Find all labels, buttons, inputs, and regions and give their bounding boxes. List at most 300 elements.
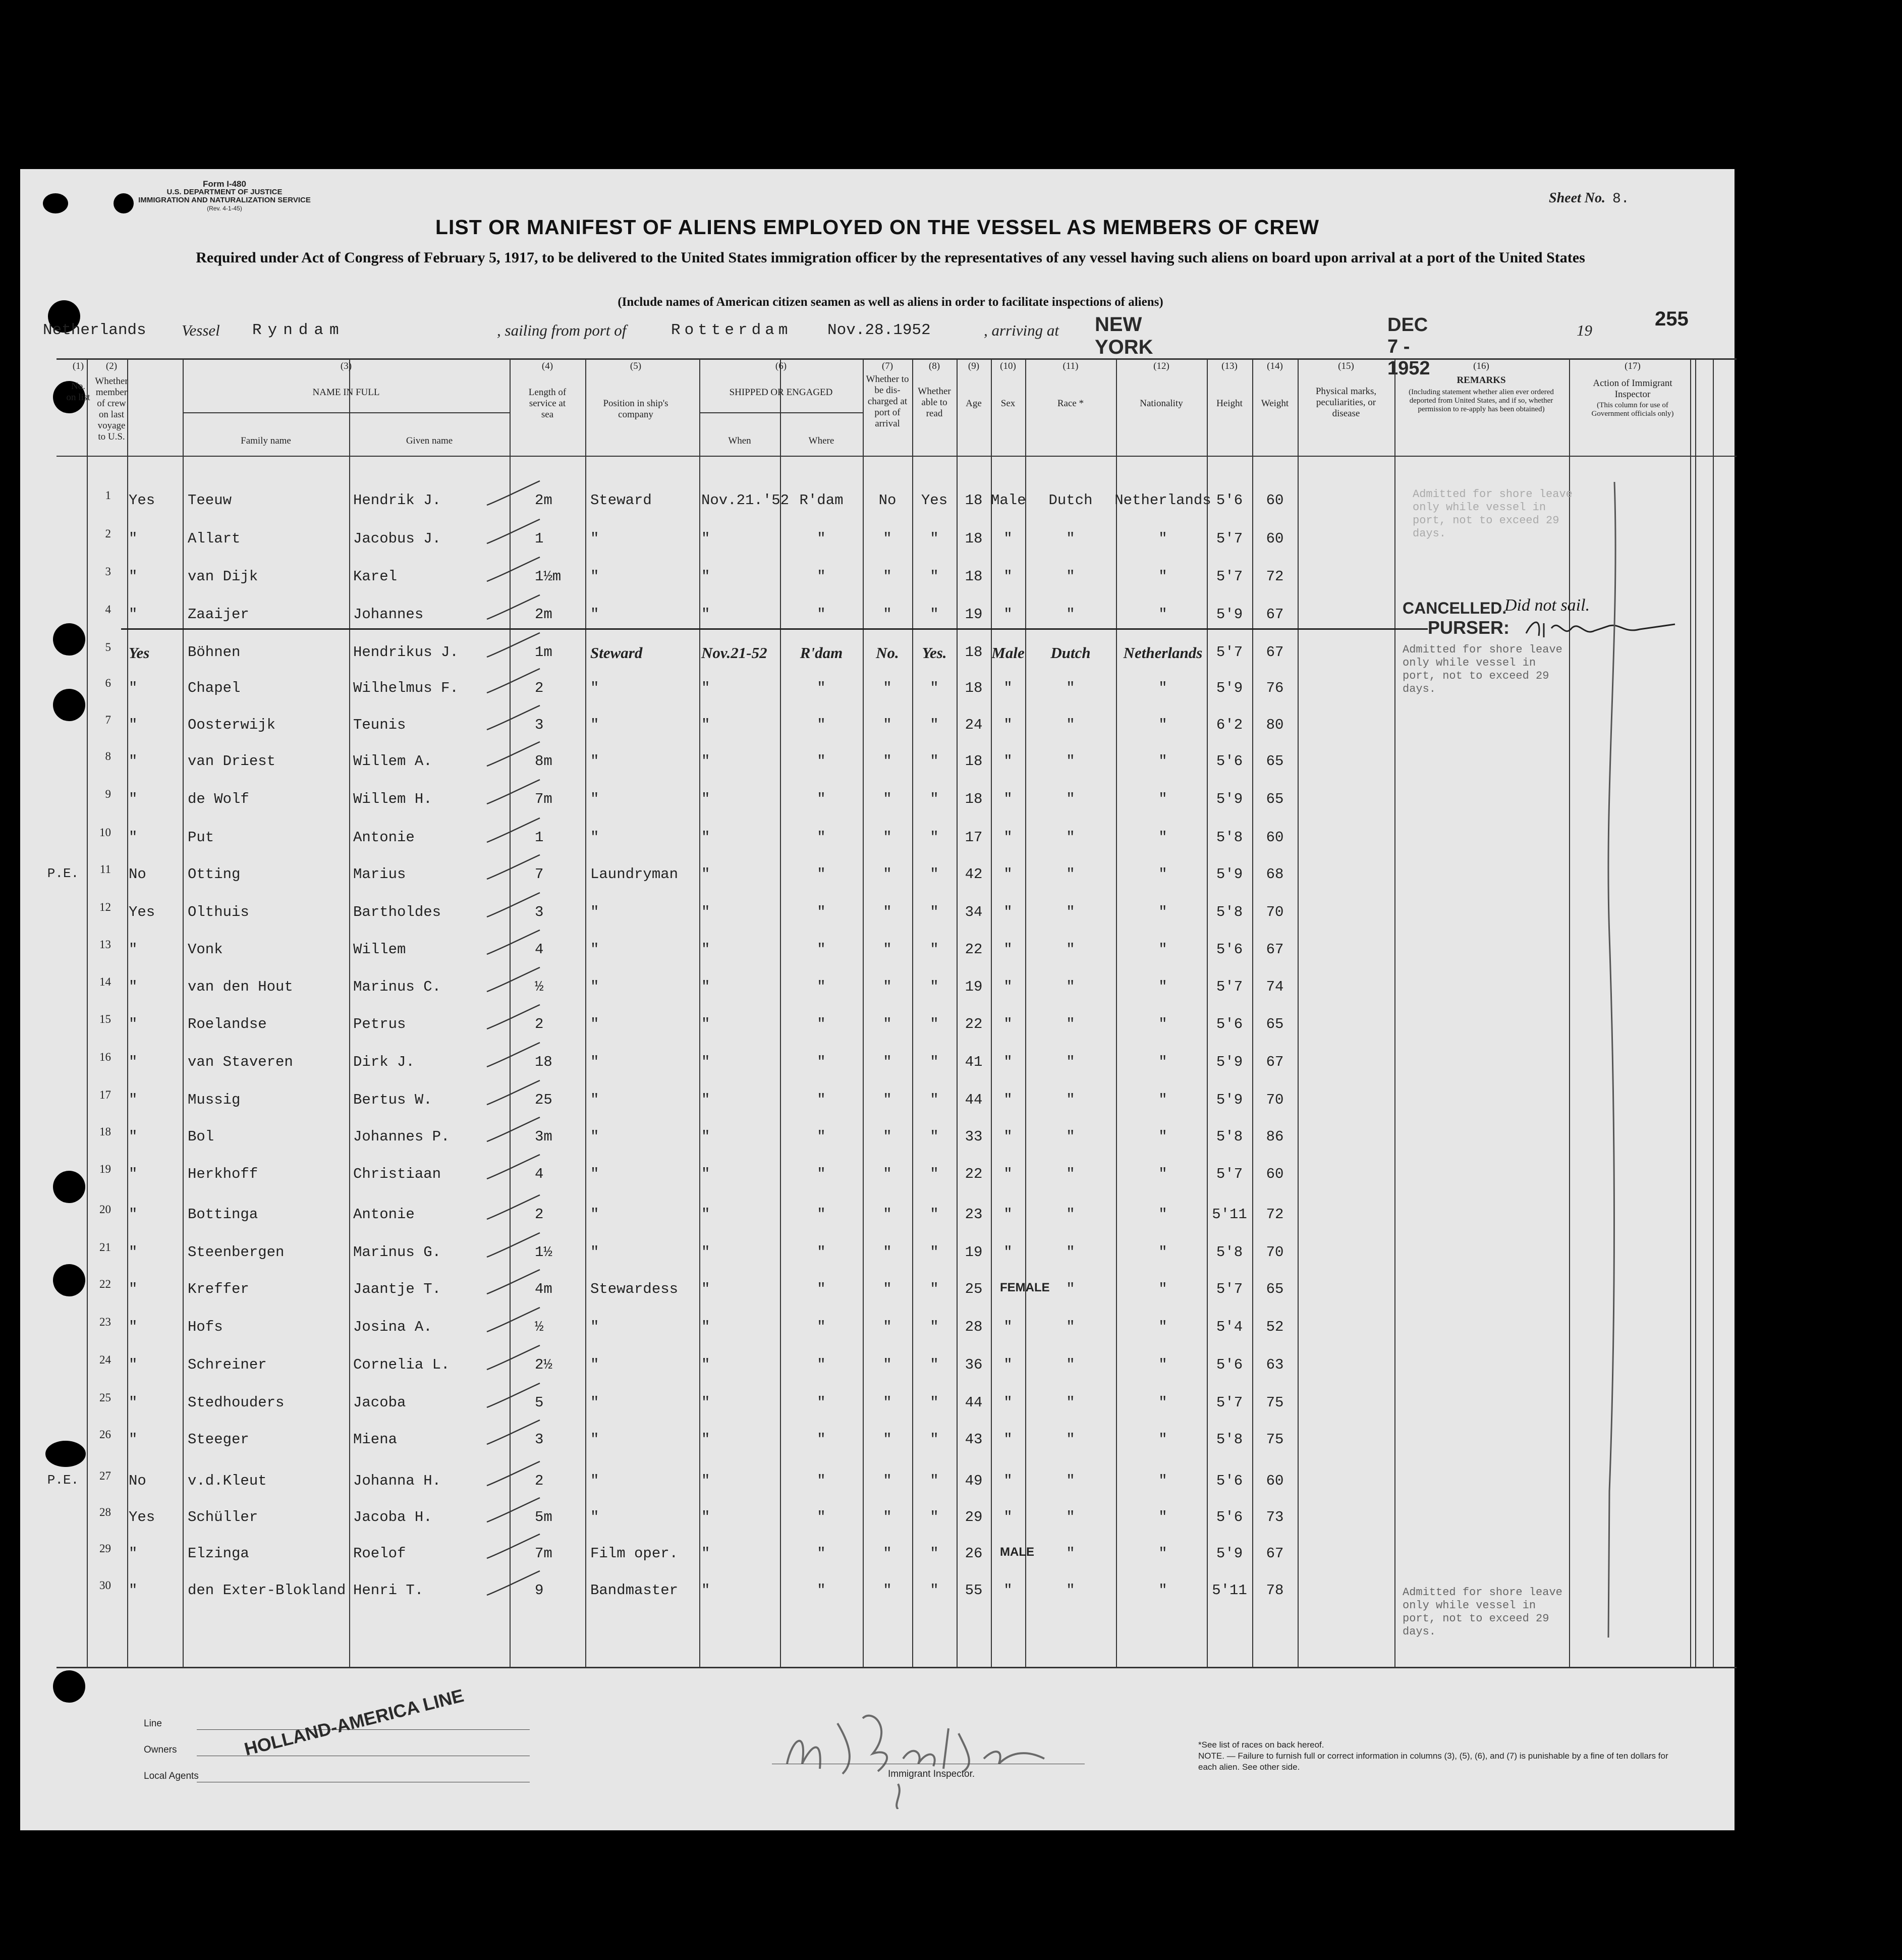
able-to-read: " [930,530,939,547]
sex: " [1003,1092,1013,1108]
discharged: " [883,606,892,623]
shipped-when: " [701,1206,710,1223]
family-name: de Wolf [188,791,249,807]
height: 5'11 [1212,1206,1247,1223]
position: " [590,941,599,958]
race: " [1066,791,1075,807]
table-row [20,1013,1735,1041]
race: " [1066,829,1075,846]
age: 55 [965,1582,983,1599]
race: " [1066,1281,1075,1297]
col-number: (8) [928,361,940,371]
col15-header [1298,361,1394,419]
shipped-where: " [817,1582,826,1599]
discharged: " [883,866,892,883]
col6-when-header: When [728,435,751,446]
table-row [20,975,1735,1004]
nationality: " [1158,1016,1167,1032]
sex: " [1003,717,1013,733]
col2-header [93,361,130,443]
last-voyage: No [129,1473,146,1489]
height: 5'7 [1216,1394,1243,1411]
inspector-signature [772,1683,1075,1809]
col-note: (This column for use of Government officials only) [1591,401,1674,418]
able-to-read: " [930,1244,939,1261]
nationality: " [1158,753,1167,770]
col3-given-header: Given name [406,435,453,446]
form-dept: U.S. DEPARTMENT OF JUSTICE [166,188,283,196]
col-label: Weight [1261,398,1289,409]
check-mark-icon [482,965,542,996]
check-mark-icon [482,703,542,734]
sex: " [1003,606,1013,623]
col-label: NAME IN FULL [312,387,380,398]
last-voyage: " [129,1356,138,1373]
row-number: 6 [105,677,111,689]
discharged: " [883,904,892,920]
shipped-when: " [701,1092,710,1108]
age: 23 [965,1206,983,1223]
check-mark-icon [482,1193,542,1223]
height: 5'6 [1216,1356,1243,1373]
age: 25 [965,1281,983,1297]
weight: 60 [1266,1473,1284,1489]
race: " [1066,1394,1075,1411]
given-name: Marinus G. [353,1244,441,1261]
length-of-service: 7 [535,866,544,883]
shipped-when: " [701,717,710,733]
race: " [1066,1092,1075,1108]
position: Film oper. [590,1545,679,1562]
length-of-service: 2m [535,606,552,623]
family-name: van den Hout [188,978,293,995]
height: 5'6 [1216,1509,1243,1526]
discharged: " [883,530,892,547]
agent-stamp: HOLLAND-AMERICA LINE [242,1684,466,1760]
check-mark-icon [482,891,542,921]
sex: " [1003,1473,1013,1489]
discharged: " [883,1016,892,1032]
shipped-where: " [817,1509,826,1526]
table-row [20,826,1735,854]
able-to-read: " [930,1206,939,1223]
shipped-when: " [701,829,710,846]
table-row [20,1088,1735,1117]
race: " [1066,1166,1075,1182]
age: 18 [965,680,983,696]
race: " [1066,1473,1075,1489]
able-to-read: " [930,568,939,585]
able-to-read: " [930,1054,939,1070]
length-of-service: 7m [535,1545,552,1562]
cancelled-stamp: CANCELLED. [1403,599,1507,617]
weight: 67 [1266,1054,1284,1070]
row-number: 12 [99,901,111,913]
weight: 76 [1266,680,1284,696]
binder-hole [43,193,68,213]
sex: " [1003,530,1013,547]
col-label: Race * [1057,398,1084,409]
nationality: " [1158,1545,1167,1562]
position: " [590,1054,599,1070]
table-row [20,1469,1735,1498]
nationality: " [1158,1431,1167,1448]
shipped-when: " [701,1244,710,1261]
given-name: Antonie [353,1206,415,1223]
check-mark-icon [482,1231,542,1261]
col4-header [510,361,585,420]
last-voyage: Yes [129,644,150,662]
nationality: " [1158,1319,1167,1335]
table-row [20,1506,1735,1534]
shipped-where: R'dam [800,644,843,662]
height: 5'6 [1216,1473,1243,1489]
col-label: Sex [1000,398,1016,409]
last-voyage: " [129,1582,138,1599]
last-voyage: " [129,1244,138,1261]
race: " [1066,1356,1075,1373]
height: 5'9 [1216,1092,1243,1108]
able-to-read: " [930,978,939,995]
length-of-service: 2 [535,1016,544,1032]
table-row [20,1051,1735,1079]
inspector-label: Immigrant Inspector. [888,1769,975,1779]
race: Dutch [1050,644,1091,662]
able-to-read: " [930,1394,939,1411]
age: 33 [965,1128,983,1145]
shipped-when: " [701,1431,710,1448]
shipped-where: " [817,1545,826,1562]
height: 5'4 [1216,1319,1243,1335]
race: " [1066,1431,1075,1448]
given-name: Johannes [353,606,424,623]
col8-header [912,361,957,419]
age: 29 [965,1509,983,1526]
nationality: " [1158,530,1167,547]
check-mark-icon [482,1459,542,1490]
row-number: 5 [105,641,111,654]
family-name: Roelandse [188,1016,267,1032]
age: 42 [965,866,983,883]
shipped-where: " [817,1244,826,1261]
nationality: " [1158,606,1167,623]
able-to-read: " [930,829,939,846]
age: 44 [965,1092,983,1108]
last-voyage: " [129,1206,138,1223]
position: " [590,1016,599,1032]
check-mark-icon [482,1418,542,1448]
family-name: v.d.Kleut [188,1473,267,1489]
col-label: Action of Immigrant Inspector [1593,378,1672,400]
discharged: " [883,680,892,696]
col-label: Position in ship's company [603,398,668,420]
row-number: 27 [99,1469,111,1482]
check-mark-icon [482,1078,542,1109]
length-of-service: ½ [535,1319,544,1335]
family-name: Oosterwijk [188,717,276,733]
weight: 60 [1266,829,1284,846]
check-mark-icon [482,667,542,697]
length-of-service: 1½ [535,1244,552,1261]
sex: " [1003,1509,1013,1526]
last-voyage: " [129,1128,138,1145]
shipped-where: " [817,829,826,846]
able-to-read: " [930,1319,939,1335]
col-label: Whether able to read [918,386,951,419]
table-row [20,1542,1735,1570]
col-label: Age [966,398,982,409]
check-mark-icon [482,1003,542,1033]
last-voyage: " [129,978,138,995]
purser-stamp: PURSER: [1428,617,1510,638]
sex: " [1003,568,1013,585]
group-rule-shipped [699,412,863,413]
able-to-read: " [930,606,939,623]
age: 22 [965,941,983,958]
row-number: 8 [105,750,111,763]
height: 5'7 [1216,1281,1243,1297]
table-bottom-rule [57,1667,1737,1668]
nationality: " [1158,791,1167,807]
col-number: (7) [881,361,893,371]
nationality: " [1158,1206,1167,1223]
age: 44 [965,1394,983,1411]
given-name: Wilhelmus F. [353,680,459,696]
shipped-where: " [817,941,826,958]
shipped-where: " [817,606,826,623]
weight: 60 [1266,530,1284,547]
race: " [1066,866,1075,883]
able-to-read: " [930,1092,939,1108]
shipped-where: " [817,978,826,995]
last-voyage: " [129,606,138,623]
discharged: " [883,941,892,958]
shipped-when: " [701,606,710,623]
sex: " [1003,866,1013,883]
last-voyage: " [129,1054,138,1070]
col-number: (6) [775,361,787,371]
note-text: — Failure to furnish full or correct information in columns (3), (5), (6), and (7) is punishable by a fine of ten dollars for each alien. See other side. [1198,1751,1668,1772]
shipped-when: " [701,1394,710,1411]
col-number: (16) [1473,361,1489,371]
given-name: Willem [353,941,406,958]
family-name: Kreffer [188,1281,249,1297]
col1-header [66,361,91,403]
able-to-read: " [930,1509,939,1526]
age: 18 [965,791,983,807]
check-mark-icon [482,1569,542,1599]
given-name: Dirk J. [353,1054,415,1070]
col-number: (2) [105,361,118,371]
check-mark-icon [482,555,542,585]
length-of-service: 4 [535,941,544,958]
race: " [1066,530,1075,547]
sex: Male [991,492,1026,509]
shipped-when: " [701,1054,710,1070]
shipped-when: " [701,1509,710,1526]
col-number: (10) [1000,361,1016,371]
height: 5'7 [1216,1166,1243,1182]
height: 5'7 [1216,644,1243,661]
row-number: 20 [99,1203,111,1216]
sheet-number [1549,190,1630,207]
height: 5'6 [1216,1016,1243,1032]
table-row [20,565,1735,593]
age: 28 [965,1319,983,1335]
last-voyage: Yes [129,492,155,509]
sex: " [1003,1054,1013,1070]
col14-header [1252,361,1298,409]
shipped-where: " [817,1166,826,1182]
length-of-service: 5 [535,1394,544,1411]
col-label: Nationality [1140,398,1183,409]
discharged: " [883,1092,892,1108]
cancel-strike-line [121,628,1428,630]
family-name: den Exter-Blokland [188,1582,346,1599]
shipped-where: " [817,1281,826,1297]
last-voyage: Yes [129,1509,155,1526]
position: " [590,1394,599,1411]
race: " [1066,1582,1075,1599]
family-name: Allart [188,530,241,547]
table-row [20,1203,1735,1231]
shipped-where: " [817,1016,826,1032]
nationality: " [1158,1054,1167,1070]
age: 19 [965,1244,983,1261]
shipped-where: " [817,904,826,920]
nationality: Netherlands [1123,644,1203,662]
last-voyage: Yes [129,904,155,920]
nationality: " [1158,1244,1167,1261]
shipped-when: " [701,791,710,807]
height: 5'6 [1216,753,1243,770]
owners-label: Owners [144,1745,177,1755]
length-of-service: 3 [535,1431,544,1448]
races-note: *See list of races on back hereof. [1198,1740,1324,1750]
nationality: " [1158,866,1167,883]
col-number: (11) [1062,361,1079,371]
table-row [20,1241,1735,1269]
row-number: 11 [99,863,111,876]
weight: 67 [1266,644,1284,661]
last-voyage: " [129,1016,138,1032]
header-bottom-rule [57,456,1737,457]
col-number: (12) [1153,361,1169,371]
shipped-where: " [817,753,826,770]
shipped-when: Nov.21.'52 [701,492,790,509]
length-of-service: 2 [535,680,544,696]
race: " [1066,1545,1075,1562]
discharged: " [883,1582,892,1599]
col11-header [1025,361,1116,409]
position: Stewardess [590,1281,679,1297]
row-number: 1 [105,489,111,502]
shipped-where: " [817,530,826,547]
position: " [590,1509,599,1526]
row-number: 23 [99,1316,111,1328]
table-row [20,1391,1735,1420]
col-label: Length of service at sea [528,387,567,420]
position: Laundryman [590,866,679,883]
able-to-read: Yes. [922,644,947,662]
length-of-service: 25 [535,1092,552,1108]
length-of-service: 1 [535,829,544,846]
shipped-where: " [817,1356,826,1373]
weight: 72 [1266,568,1284,585]
weight: 72 [1266,1206,1284,1223]
table-row [20,1316,1735,1344]
age: 49 [965,1473,983,1489]
shipped-where: " [817,1054,826,1070]
height: 5'11 [1212,1582,1247,1599]
sex: " [1003,978,1013,995]
table-row [20,1125,1735,1154]
shipped-when: " [701,530,710,547]
able-to-read: " [930,1356,939,1373]
nationality: " [1158,1509,1167,1526]
height: 5'9 [1216,791,1243,807]
row-number: 30 [99,1579,111,1592]
height: 5'8 [1216,829,1243,846]
given-name: Karel [353,568,398,585]
family-name: van Staveren [188,1054,293,1070]
discharged: " [883,568,892,585]
given-name: Johannes P. [353,1128,450,1145]
discharged: " [883,1394,892,1411]
check-mark-icon [482,1153,542,1183]
last-voyage: " [129,941,138,958]
family-name: Vonk [188,941,223,958]
page-subtitle: Required under Act of Congress of February 5, 1917, to be delivered to the United States immigration officer by the representatives of any vessel having such aliens on board upon arrival at a port of the United States [196,249,1585,266]
height: 5'6 [1216,941,1243,958]
row-number: 9 [105,788,111,800]
able-to-read: Yes [921,492,948,509]
nationality: " [1158,829,1167,846]
table-row [20,714,1735,742]
check-mark-icon [482,517,542,548]
height: 5'8 [1216,1244,1243,1261]
age: 18 [965,492,983,509]
last-voyage: " [129,1431,138,1448]
given-name: Willem A. [353,753,432,770]
height: 5'8 [1216,1128,1243,1145]
weight: 63 [1266,1356,1284,1373]
able-to-read: " [930,1545,939,1562]
check-mark-icon [482,479,542,509]
nationality: " [1158,978,1167,995]
last-voyage: " [129,680,138,696]
remarks-bracket-line [1599,482,1630,1643]
flag-field: Netherlands [43,321,146,339]
did-not-sail-note: Did not sail. [1504,596,1590,615]
age: 43 [965,1431,983,1448]
race: " [1066,1128,1075,1145]
weight: 52 [1266,1319,1284,1335]
length-of-service: ½ [535,978,544,995]
col13-header [1207,361,1252,409]
discharged: " [883,829,892,846]
col6-where-header: Where [808,435,834,446]
length-of-service: 4m [535,1281,552,1297]
col-number: (5) [630,361,642,371]
length-of-service: 5m [535,1509,552,1526]
row-number: 17 [99,1088,111,1101]
weight: 67 [1266,606,1284,623]
sex: " [1003,1166,1013,1182]
given-name: Johanna H. [353,1473,441,1489]
col-number: (4) [541,361,553,371]
shipped-when: " [701,1356,710,1373]
